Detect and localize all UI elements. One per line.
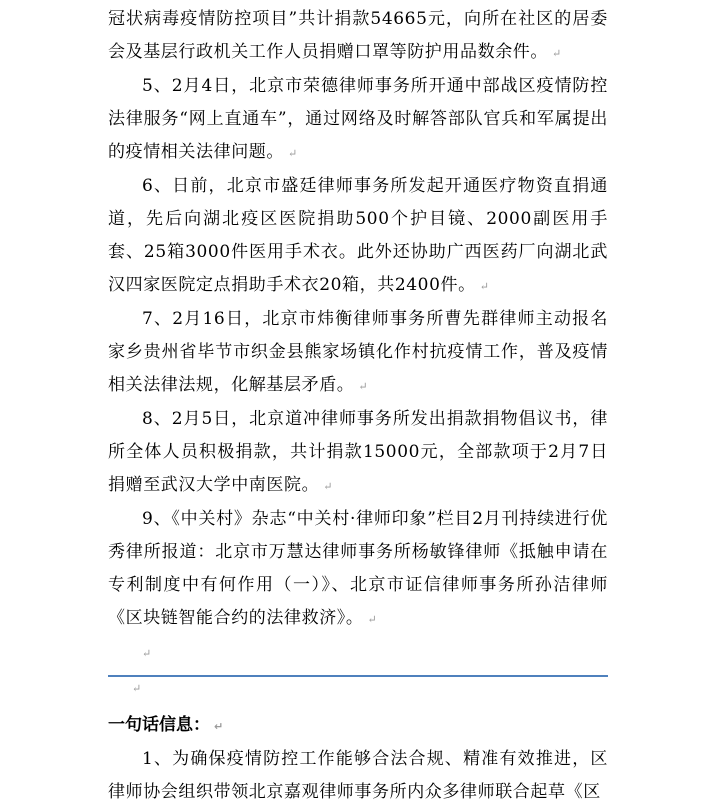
paragraph-text: 冠状病毒疫情防控项目”共计捐款54665元，向所在社区的居委会及基层行政机关工作人员捐赠口罩等防护用品数余件。 — [108, 9, 608, 62]
paragraph-8 — [108, 403, 608, 503]
paragraph-text: 8、2月5日，北京道冲律师事务所发出捐款捐物倡议书，律所全体人员积极捐款，共计捐款15000元，全部款项于2月7日捐赠至武汉大学中南医院。 — [108, 409, 608, 495]
empty-paragraph — [108, 636, 608, 669]
paragraph-mark: ↵ — [479, 280, 489, 293]
empty-paragraph — [108, 677, 608, 703]
paragraph-5 — [108, 70, 608, 170]
paragraph-mark: ↵ — [323, 480, 333, 493]
paragraph-mark: ↵ — [132, 682, 142, 695]
paragraph-mark: ↵ — [288, 147, 298, 160]
paragraph-mark: ↵ — [142, 647, 152, 660]
paragraph-text: 9、《中关村》杂志“中关村·律师印象”栏目2月刊持续进行优秀律所报道：北京市万慧达律师事务所杨敏锋律师《抵触申请在专利制度中有何作用（一）》、北京市证信律师事务所孙洁律师《区块链智能合约的法律救济》。 — [108, 509, 608, 628]
paragraph-text: 6、日前，北京市盛廷律师事务所发起开通医疗物资直捐通道，先后向湖北疫区医院捐助500个护目镜、2000副医用手套、25箱3000件医用手术衣。此外还协助广西医药厂向湖北武汉四家医院定点捐助手术衣20箱，共2400件。 — [108, 176, 608, 295]
paragraph-6 — [108, 170, 608, 303]
section-heading-text: 一句话信息： — [108, 715, 210, 735]
paragraph-mark: ↵ — [214, 720, 224, 733]
paragraph-mark: ↵ — [552, 47, 562, 60]
paragraph-info-1 — [108, 743, 608, 809]
paragraph-text: 1、为确保疫情防控工作能够合法合规、精准有效推进，区律师协会组织带领北京嘉观律师事务所内众多律师联合起草《区 — [108, 749, 608, 802]
paragraph-1 — [108, 0, 608, 70]
paragraph-text: 5、2月4日，北京市荣德律师事务所开通中部战区疫情防控法律服务“网上直通车”，通过网络及时解答部队官兵和军属提出的疫情相关法律问题。 — [108, 76, 608, 162]
paragraph-9 — [108, 503, 608, 636]
paragraph-mark: ↵ — [358, 380, 368, 393]
document-body — [108, 0, 608, 809]
paragraph-text: 7、2月16日，北京市炜衡律师事务所曹先群律师主动报名家乡贵州省毕节市织金县熊家场镇化作村抗疫情工作，普及疫情相关法律法规，化解基层矛盾。 — [108, 309, 608, 395]
paragraph-7 — [108, 303, 608, 403]
section-heading — [108, 709, 608, 743]
paragraph-mark: ↵ — [367, 613, 377, 626]
